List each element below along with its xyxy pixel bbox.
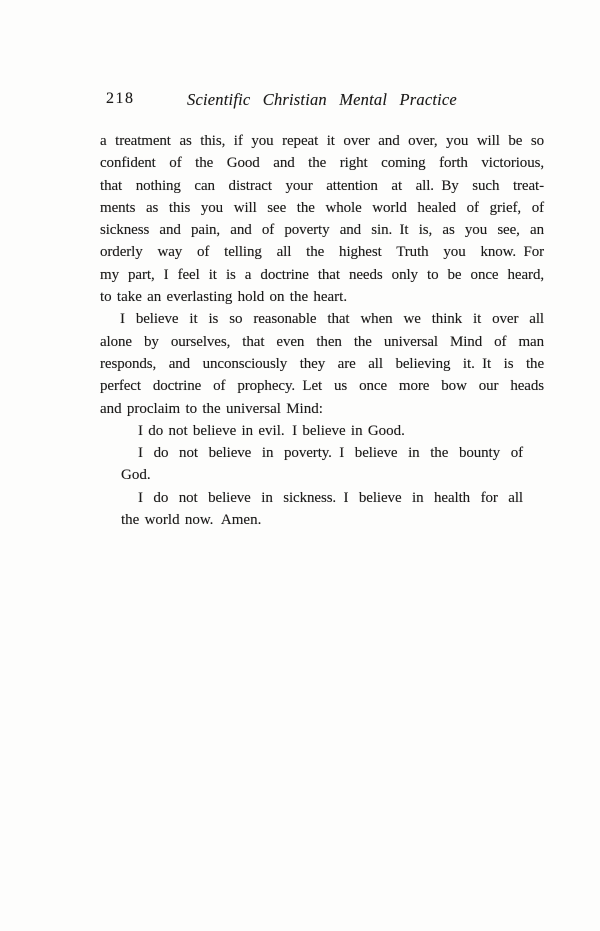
affirmation-sickness xyxy=(100,487,544,532)
text-line: orderly way of telling all the highest Truth you know. For xyxy=(100,244,544,261)
text-line: I do not believe in sickness. I believe in health for all xyxy=(138,489,523,506)
text-line: a treatment as this, if you repeat it over and over, you will be so xyxy=(100,133,544,149)
paragraph-i-believe xyxy=(100,308,544,419)
text-line: and proclaim to the universal Mind: xyxy=(100,400,323,417)
text-line: responds, and unconsciously they are all believing it. It is the xyxy=(100,355,544,372)
text-line: to take an everlasting hold on the heart. xyxy=(100,289,348,306)
text-line: alone by ourselves, that even then the universal Mind of man xyxy=(100,333,544,350)
text-line: perfect doctrine of prophecy. Let us once more bow our heads xyxy=(100,378,544,395)
text-line: God. xyxy=(121,467,151,484)
text-line: confident of the Good and the right coming forth victorious, xyxy=(100,155,544,172)
text-line: sickness and pain, and of poverty and sin. It is, as you see, an xyxy=(100,222,544,239)
affirmation-poverty xyxy=(100,442,544,487)
text-line: that nothing can distract your attention at all. By such treat- xyxy=(100,177,544,194)
paragraph-treatment-continuation xyxy=(100,130,544,308)
text-block xyxy=(100,130,544,531)
affirmation-evil xyxy=(100,420,544,442)
text-line: I believe it is so reasonable that when we think it over all xyxy=(120,311,544,328)
page-number: 218 xyxy=(106,90,135,107)
running-head xyxy=(100,90,544,110)
text-line: I do not believe in poverty. I believe in the bounty of xyxy=(138,445,523,462)
text-line: I do not believe in evil. I believe in Good. xyxy=(138,422,405,439)
text-line: my part, I feel it is a doctrine that needs only to be once heard, xyxy=(100,266,544,283)
running-title: Scientific Christian Mental Practice xyxy=(187,90,457,109)
text-line: the world now. Amen. xyxy=(121,512,262,529)
text-line: ments as this you will see the whole world healed of grief, of xyxy=(100,199,544,216)
